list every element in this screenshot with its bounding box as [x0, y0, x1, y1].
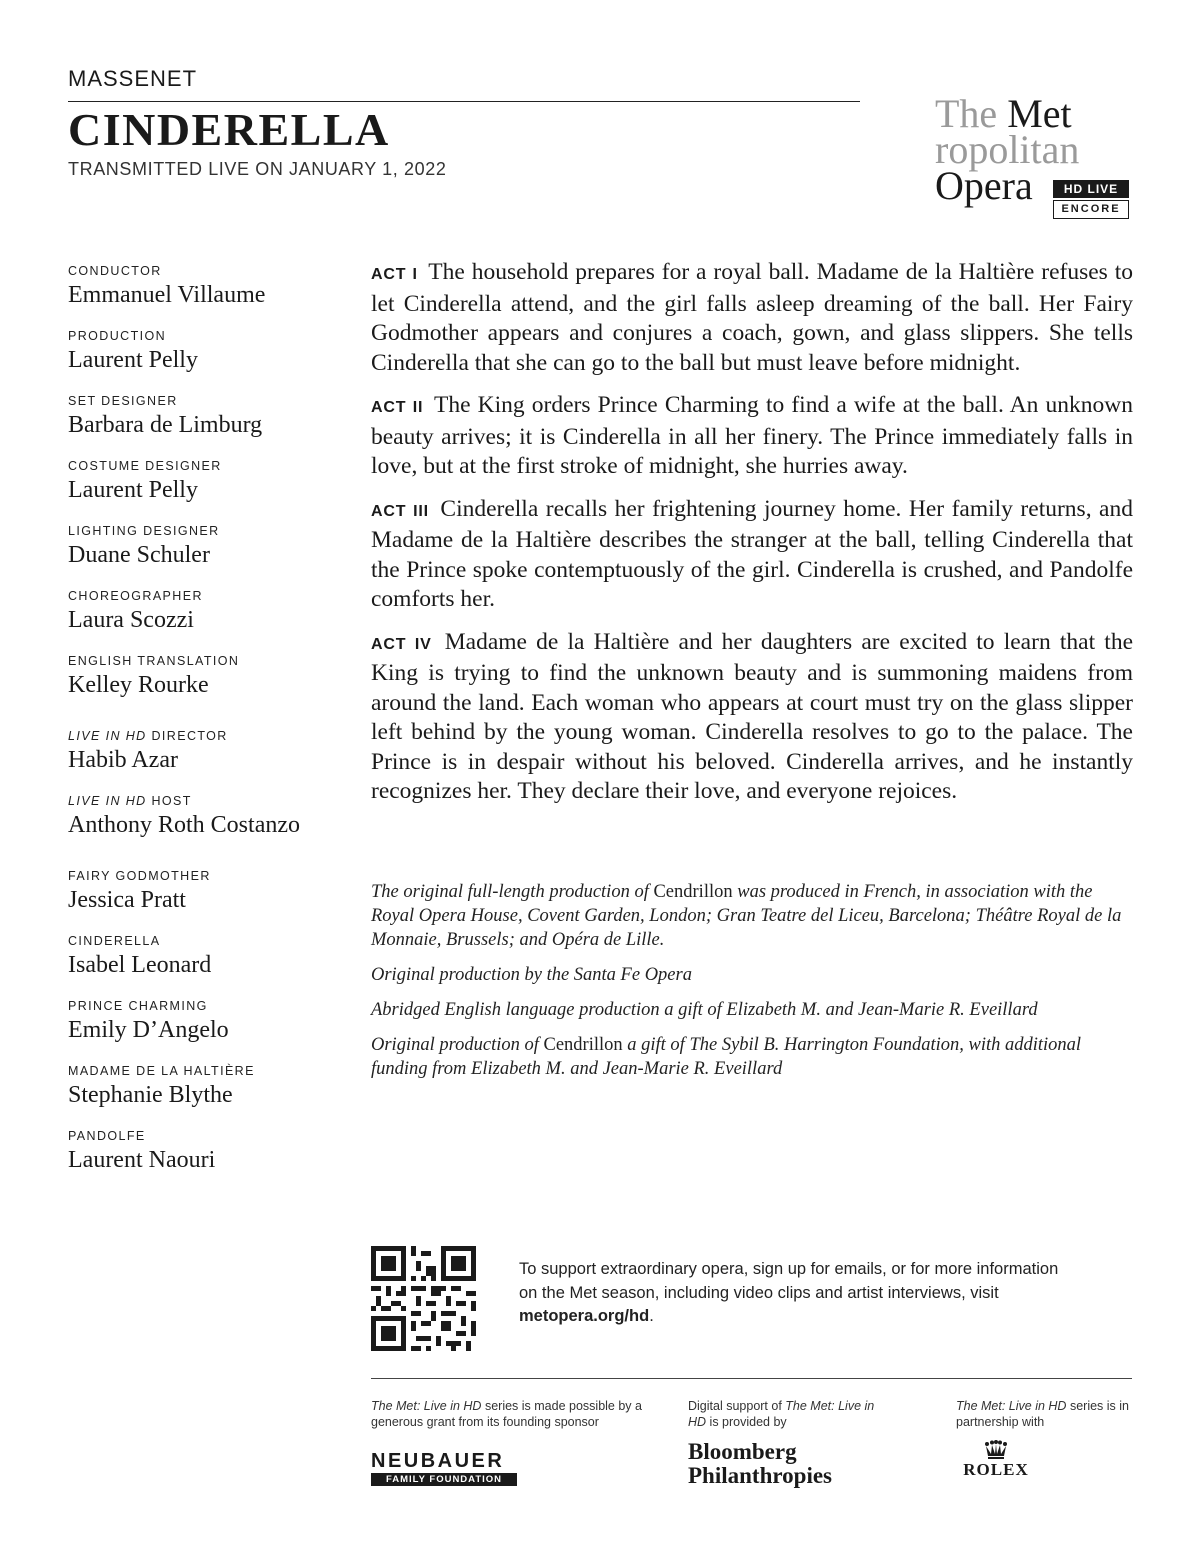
act-4-paragraph: [371, 628, 1133, 807]
credit-hd-host: [68, 793, 358, 839]
credit-production: [68, 328, 358, 374]
credit-name: Kelley Rourke: [68, 672, 209, 698]
act-2-paragraph: [371, 391, 1133, 482]
credit-cinderella: [68, 933, 358, 979]
credit-role: CINDERELLA: [68, 934, 161, 948]
credit-pandolfe: [68, 1128, 358, 1174]
credit-role: PANDOLFE: [68, 1129, 146, 1143]
act-text: Madame de la Haltière and her daughters are excited to learn that the King is trying to find the unknown beauty and is summoning maidens from around the land. Each woman who appears at court must try on the glass slipper left behind by the young woman. Cinderella resolves to go to the palace. The Prince is in despair without his beloved. Cinderella arrives, and he instantly recognizes her. They declare their love, and everyone rejoices.: [371, 628, 1134, 804]
composer: MASSENET: [68, 66, 198, 91]
act-label: ACT I: [371, 266, 418, 283]
page-title: CINDERELLA: [68, 104, 390, 155]
transmission-date: TRANSMITTED LIVE ON JANUARY 1, 2022: [68, 159, 447, 179]
credit-set-designer: [68, 393, 358, 439]
credit-role: LIVE IN HD DIRECTOR: [68, 729, 228, 743]
act-label: ACT II: [371, 399, 424, 416]
credit-name: Isabel Leonard: [68, 952, 212, 978]
logo-the: The: [935, 91, 998, 136]
credit-role: SET DESIGNER: [68, 394, 178, 408]
credit-role: ENGLISH TRANSLATION: [68, 654, 240, 668]
act-1-paragraph: [371, 258, 1133, 378]
encore-badge: ENCORE: [1053, 200, 1129, 219]
logo-met: Met: [1007, 91, 1072, 136]
footer-divider: [371, 1378, 1132, 1379]
support-message: To support extraordinary opera, sign up for emails, or for more information on the Met season, including video clips and artist interviews, visit metopera.org/hd.: [519, 1260, 1059, 1325]
credit-hd-director: [68, 728, 358, 774]
act-label: ACT III: [371, 502, 429, 520]
logo-ropolitan: ropolitan: [935, 127, 1080, 172]
sponsor-neubauer-text: The Met: Live in HD series is made possible by a generous grant from its founding sponsor: [371, 1399, 642, 1429]
credit-name: Laura Scozzi: [68, 607, 194, 633]
credit-name: Habib Azar: [68, 747, 178, 773]
rolex-logo: ROLEX: [956, 1440, 1036, 1480]
act-text: The household prepares for a royal ball. Madame de la Haltière refuses to let Cinderella attend, and the girl falls asleep dreaming of the ball. Her Fairy Godmother appears and conjures a coach, gown, and glass slippers. She tells Cinderella that she can go to the ball but must leave before midnight.: [371, 259, 1133, 376]
met-opera-logo: [935, 91, 1135, 224]
credit-fairy-godmother: [68, 868, 358, 914]
logo-opera: Opera: [935, 163, 1033, 208]
credit-role: FAIRY GODMOTHER: [68, 869, 211, 883]
synopsis: [371, 258, 1133, 820]
credit-role: MADAME DE LA HALTIÈRE: [68, 1064, 255, 1078]
production-note: Abridged English language production a gift of Elizabeth M. and Jean-Marie R. Eveillard: [371, 1000, 1038, 1020]
credit-madame-de-la-haltiere: [68, 1063, 358, 1109]
credit-name: Duane Schuler: [68, 542, 210, 568]
neubauer-logo: NEUBAUER FAMILY FOUNDATION: [371, 1450, 517, 1486]
sponsor-rolex-text: The Met: Live in HD series is in partnership with: [956, 1399, 1129, 1429]
credit-name: Emmanuel Villaume: [68, 282, 266, 308]
credit-role: CONDUCTOR: [68, 264, 162, 278]
credit-name: Laurent Naouri: [68, 1147, 216, 1173]
credit-name: Jessica Pratt: [68, 887, 186, 913]
production-note: Original production by the Santa Fe Opera: [371, 965, 692, 985]
credit-role: COSTUME DESIGNER: [68, 459, 222, 473]
act-3-paragraph: [371, 495, 1133, 615]
credit-role: LIGHTING DESIGNER: [68, 524, 220, 538]
bloomberg-philanthropies-logo: Bloomberg Philanthropies: [688, 1439, 832, 1488]
hd-live-badge: HD LIVE: [1053, 180, 1129, 198]
act-text: Cinderella recalls her frightening journey home. Her family returns, and Madame de la Haltière describes the stranger at the ball, telling Cinderella that the Prince spoke contemptuously of the girl. Cinderella is crushed, and Pandolfe comforts her.: [371, 495, 1133, 612]
header-divider: [68, 101, 860, 102]
act-label: ACT IV: [371, 635, 432, 653]
production-notes: [371, 880, 1133, 1092]
credit-name: Laurent Pelly: [68, 477, 198, 503]
qr-code[interactable]: [371, 1246, 476, 1351]
credit-name: Emily D’Angelo: [68, 1017, 229, 1043]
credit-role: LIVE IN HD HOST: [68, 794, 192, 808]
credit-costume-designer: [68, 458, 358, 504]
credit-name: Stephanie Blythe: [68, 1082, 233, 1108]
credit-role: CHOREOGRAPHER: [68, 589, 203, 603]
credit-name: Laurent Pelly: [68, 347, 198, 373]
production-note: The original full-length production of Cendrillon was produced in French, in association with the Royal Opera House, Covent Garden, London; Gran Teatre del Liceu, Barcelona; Théâtre Royal de la Monnaie, Brussels; and Opéra de Lille.: [371, 882, 1122, 950]
credit-conductor: [68, 263, 358, 309]
credit-prince-charming: [68, 998, 358, 1044]
credit-choreographer: [68, 588, 358, 634]
production-note: Original production of Cendrillon a gift of The Sybil B. Harrington Foundation, with additional funding from Elizabeth M. and Jean-Marie R. Eveillard: [371, 1035, 1082, 1079]
crown-icon: [984, 1440, 1008, 1460]
act-text: The King orders Prince Charming to find a wife at the ball. An unknown beauty arrives; it is Cinderella in all her finery. The Prince immediately falls in love, but at the first stroke of midnight, she hurries away.: [371, 392, 1133, 479]
credits-list: [68, 263, 358, 1174]
credit-english-translation: [68, 653, 358, 699]
credit-name: Barbara de Limburg: [68, 412, 263, 438]
sponsor-bloomberg-text: Digital support of The Met: Live in HD is provided by: [688, 1399, 875, 1429]
credit-lighting-designer: [68, 523, 358, 569]
credit-role: PRINCE CHARMING: [68, 999, 208, 1013]
credit-role: PRODUCTION: [68, 329, 167, 343]
metopera-link[interactable]: metopera.org/hd: [519, 1307, 650, 1325]
credit-name: Anthony Roth Costanzo: [68, 812, 300, 838]
